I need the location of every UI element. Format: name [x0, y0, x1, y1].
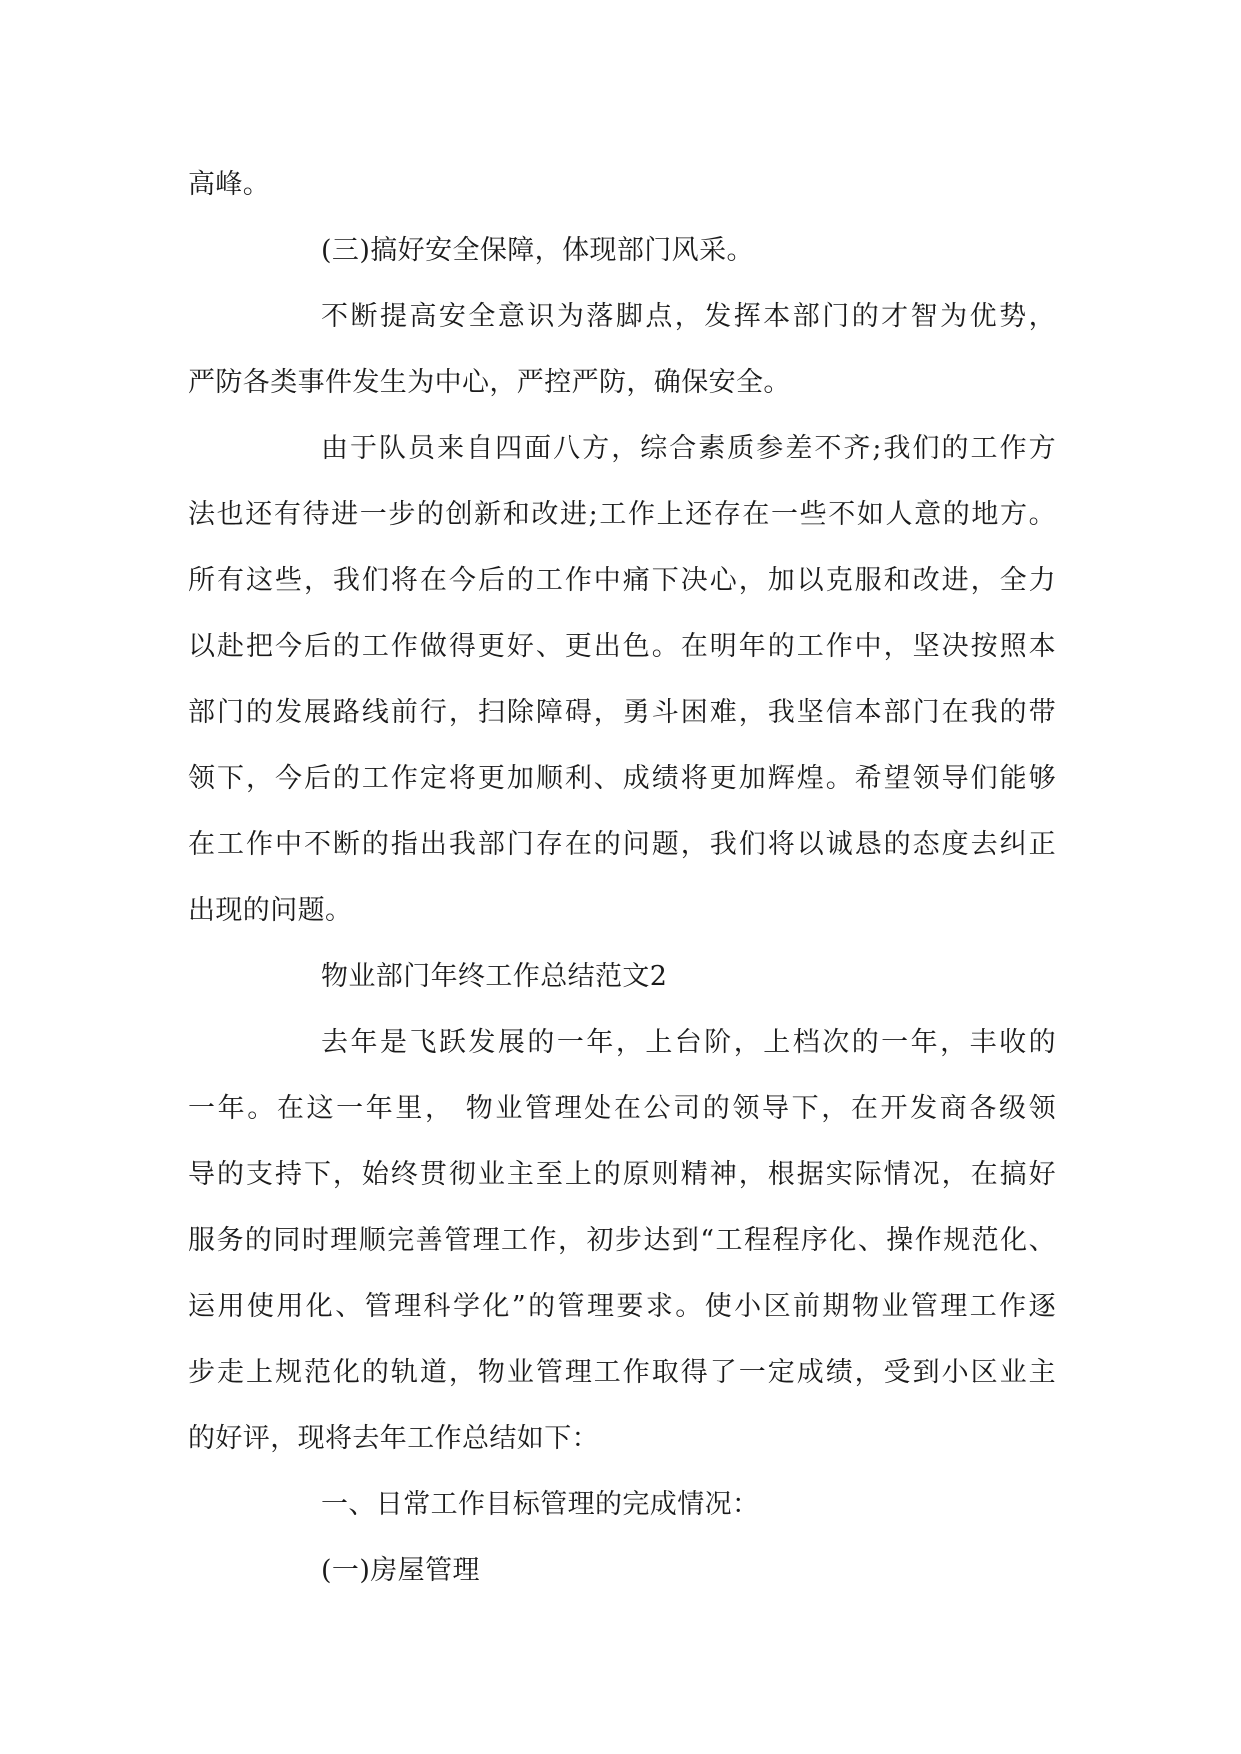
text-line: 所有这些，我们将在今后的工作中痛下决心，加以克服和改进，全力	[188, 565, 1056, 596]
text-line: 运用使用化、管理科学化”的管理要求。使小区前期物业管理工作逐	[188, 1291, 1056, 1322]
text-line: 严防各类事件发生为中心，严控严防，确保安全。	[188, 367, 791, 398]
document-subtitle: 物业部门年终工作总结范文2	[321, 961, 668, 992]
text-line: 步走上规范化的轨道，物业管理工作取得了一定成绩，受到小区业主	[188, 1357, 1056, 1388]
text-line: 由于队员来自四面八方，综合素质参差不齐;我们的工作方	[321, 433, 1056, 464]
section-heading: (三)搞好安全保障，体现部门风采。	[321, 235, 754, 266]
section-heading: 一、日常工作目标管理的完成情况：	[321, 1489, 760, 1520]
text-line: 一年。在这一年里， 物业管理处在公司的领导下，在开发商各级领	[188, 1093, 1056, 1124]
text-line: 以赴把今后的工作做得更好、更出色。在明年的工作中，坚决按照本	[188, 631, 1056, 662]
text-line: 服务的同时理顺完善管理工作，初步达到“工程程序化、操作规范化、	[188, 1225, 1056, 1256]
section-heading: (一)房屋管理	[321, 1555, 480, 1586]
text-line: 出现的问题。	[188, 895, 353, 926]
text-line: 领下，今后的工作定将更加顺利、成绩将更加辉煌。希望领导们能够	[188, 763, 1056, 794]
text-line: 高峰。	[188, 169, 271, 200]
text-line: 去年是飞跃发展的一年，上台阶，上档次的一年，丰收的	[321, 1027, 1056, 1058]
text-line: 不断提高安全意识为落脚点，发挥本部门的才智为优势，	[321, 301, 1056, 332]
text-line: 法也还有待进一步的创新和改进;工作上还存在一些不如人意的地方。	[188, 499, 1056, 530]
text-line: 导的支持下，始终贯彻业主至上的原则精神，根据实际情况，在搞好	[188, 1159, 1056, 1190]
text-line: 在工作中不断的指出我部门存在的问题，我们将以诚恳的态度去纠正	[188, 829, 1056, 860]
document-body	[188, 152, 1056, 1604]
text-line: 部门的发展路线前行，扫除障碍，勇斗困难，我坚信本部门在我的带	[188, 697, 1056, 728]
text-line: 的好评，现将去年工作总结如下：	[188, 1423, 599, 1454]
